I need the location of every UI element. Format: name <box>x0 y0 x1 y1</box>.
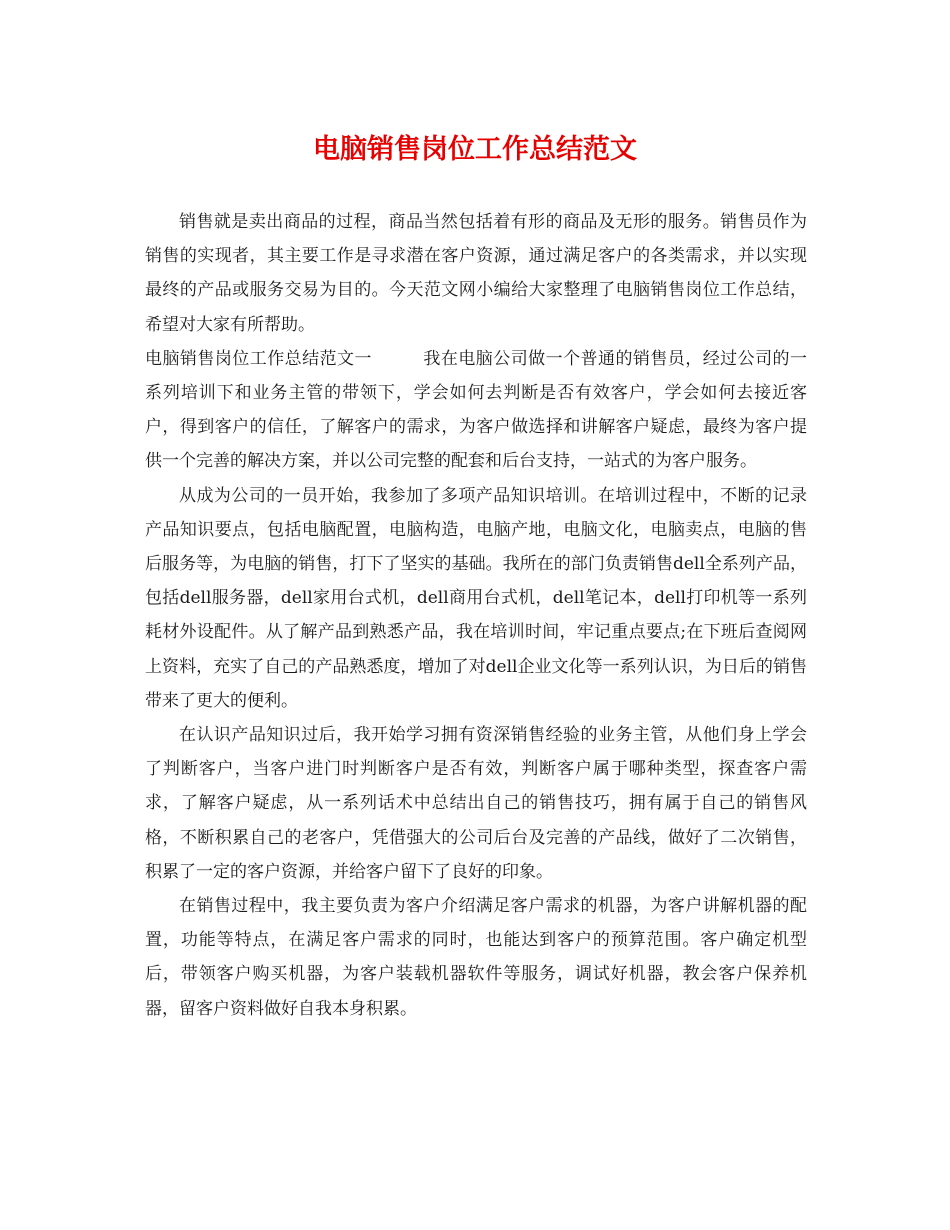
document-title: 电脑销售岗位工作总结范文 <box>313 134 637 165</box>
body-paragraph-sales-process: 在销售过程中，我主要负责为客户介绍满足客户需求的机器，为客户讲解机器的配置，功能等特点，在满足客户需求的同时，也能达到客户的预算范围。客户确定机型后，带领客户购买机器，为客户装载机器软件等服务，调试好机器，教会客户保养机器，留客户资料做好自我本身积累。 <box>145 896 807 1019</box>
body-paragraph-training: 从成为公司的一员开始，我参加了多项产品知识培训。在培训过程中，不断的记录产品知识要点，包括电脑配置，电脑构造，电脑产地，电脑文化，电脑卖点，电脑的售后服务等，为电脑的销售，打下了坚实的基础。我所在的部门负责销售dell全系列产品，包括dell服务器，dell家用台式机，dell商用台式机，dell笔记本，dell打印机等一系列耗材外设配件。从了解产品到熟悉产品，我在培训时间，牢记重点要点;在下班后查阅网上资料，充实了自己的产品熟悉度，增加了对dell企业文化等一系列认识，为日后的销售带来了更大的便利。 <box>145 485 807 711</box>
body-paragraph-learning: 在认识产品知识过后，我开始学习拥有资深销售经验的业务主管，从他们身上学会了判断客户，当客户进门时判断客户是否有效，判断客户属于哪种类型，探查客户需求，了解客户疑虑，从一系列话术中总结出自己的销售技巧，拥有属于自己的销售风格，不断积累自己的老客户，凭借强大的公司后台及完善的产品线，做好了二次销售，积累了一定的客户资源，并给客户留下了良好的印象。 <box>145 725 807 882</box>
section-first-paragraph: 我在电脑公司做一个普通的销售员，经过公司的一系列培训下和业务主管的带领下，学会如何去判断是否有效客户，学会如何去接近客户，得到客户的信任，了解客户的需求，为客户做选择和讲解客户疑虑，最终为客户提供一个完善的解决方案，并以公司完整的配套和后台支持，一站式的为客户服务。 <box>145 348 808 472</box>
intro-paragraph: 销售就是卖出商品的过程，商品当然包括着有形的商品及无形的服务。销售员作为销售的实现者，其主要工作是寻求潜在客户资源，通过满足客户的各类需求，并以实现最终的产品或服务交易为目的。今天范文网小编给大家整理了电脑销售岗位工作总结，希望对大家有所帮助。 <box>145 212 807 335</box>
section-heading: 电脑销售岗位工作总结范文一 <box>145 348 372 369</box>
section-paragraph <box>145 342 807 479</box>
document-body <box>145 205 807 1026</box>
